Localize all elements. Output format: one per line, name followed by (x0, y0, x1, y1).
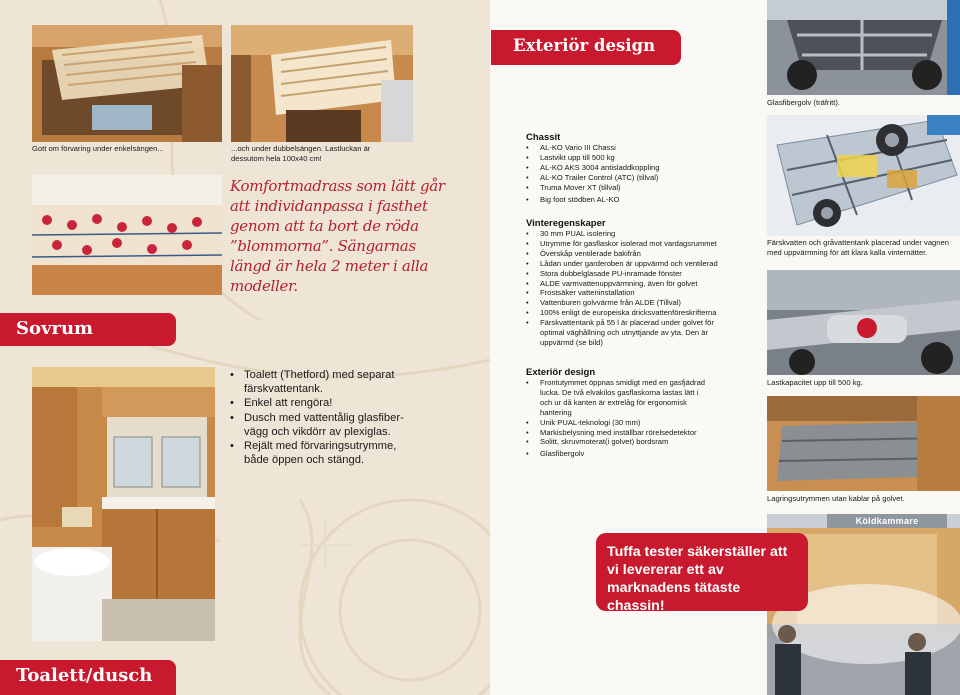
caption-lastkapacitet: Lastkapacitet upp till 500 kg. (767, 378, 863, 387)
chassit-item: • Lastvikt upp till 500 kg (526, 153, 746, 163)
vinter-item: • Lådan under garderoben är uppvärmd och ventilerad (526, 259, 736, 269)
banner-exterior-design (491, 30, 681, 65)
callout-text: Tuffa tester säkerställer att vi levererar ett av marknadens tätaste chassin! (607, 544, 788, 614)
caption-single-bed: Gott om förvaring under enkelsängen... (32, 144, 164, 153)
section-exterior-design (526, 367, 711, 459)
vinter-item: • Utrymme för gasflaskor isolerad mot vardagsrummet (526, 239, 736, 249)
toilet-feature-list (230, 368, 420, 467)
exterior-list (526, 378, 711, 459)
toilet-feature-item: • Toalett (Thetford) med separat färskvattentank. (230, 368, 420, 396)
chassit-item: • AL-KO AKS 3004 antisladdkoppling (526, 163, 746, 173)
caption-lagringsutrymmen: Lagringsutrymmen utan kablar på golvet. (767, 494, 905, 503)
banner-sovrum-label: Sovrum (16, 318, 94, 339)
banner-exterior-label: Exteriör design (513, 36, 656, 55)
vinter-item: • 30 mm PUAL isolering (526, 229, 736, 239)
photo-storage-floor (767, 396, 960, 491)
exterior-item: • Glasfibergolv (526, 449, 711, 459)
photo-bathroom (32, 367, 215, 641)
photo-single-bed-storage (32, 25, 222, 142)
photo-mattress (32, 175, 222, 295)
chassit-list (526, 143, 746, 204)
caption-double-bed: ...och under dubbelsängen. Lastluckan är dessutom hela 100x40 cm! (231, 144, 371, 163)
toilet-feature-item: • Enkel att rengöra! (230, 396, 420, 410)
section-chassit (526, 132, 746, 204)
vinter-item: • Överskåp ventilerade bakifrån (526, 249, 736, 259)
vinter-title: Vinteregenskaper (526, 218, 606, 229)
mattress-quote: Komfortmadrass som lätt går att individanpassa i fasthet genom att ta bort de röda ”blommorna”. Sängarnas längd är hela 2 meter i alla modeller. (230, 177, 445, 295)
vinter-item: • ALDE varmvattenuppvärmning, även för golvet (526, 279, 736, 289)
chassit-item: • AL-KO Trailer Control (ATC) (tillval) (526, 173, 746, 183)
exterior-item: • Unik PUAL-teknologi (30 mm) (526, 418, 711, 428)
banner-toalett-dusch (0, 660, 176, 695)
exterior-item: • Frontutymmet öppnas smidigt med en gasfjädrad lucka. De två elvakilos gasflaskorna lastas lätt i och ur då kanten är extrelåg för ergonomisk hantering (526, 378, 711, 418)
chassit-item: • Big foot stödben AL-KO (526, 195, 746, 205)
exterior-item: • Markisbelysning med inställbar rörelsedetektor (526, 428, 711, 438)
photo-chassis-diagram (767, 115, 960, 236)
exterior-title: Exteriör design (526, 367, 596, 378)
vinter-item: • Vattenburen golvvärme från ALDE (Tillval) (526, 298, 736, 308)
photo-double-bed-storage (231, 25, 413, 142)
caption-farskvatten: Färskvatten och gråvattentank placerad under vagnen med uppvärmning för att klara kalla vinternätter. (767, 238, 949, 257)
exterior-item: • Solitt, skruvmoterat(i golvet) bordsram (526, 437, 711, 447)
vinter-item: • Frostsäker vatteninstallation (526, 288, 736, 298)
vinter-item: • 100% enligt de europeiska dricksvattenföreskrifterna (526, 308, 736, 318)
chassit-item: • Truma Mover XT (tillval) (526, 183, 746, 193)
section-vinteregenskaper (526, 218, 736, 348)
chassit-title: Chassit (526, 132, 561, 143)
photo-towbar (767, 270, 960, 375)
toilet-feature-item: • Rejält med förvaringsutrymme, både öppen och stängd. (230, 439, 420, 467)
vinter-item: • Färskvattentank på 55 l är placerad under golvet för optimal väghållning och utnyttjande av yta. Den är uppvärmd (se bild) (526, 318, 736, 348)
banner-toalett-label: Toalett/dusch (16, 665, 153, 686)
photo-chassis-underside (767, 0, 960, 95)
callout-tuffa-tester (596, 533, 808, 614)
toilet-feature-item: • Dusch med vattentålig glasfibervägg och vikdörr av plexiglas. (230, 411, 420, 439)
chassit-item: • AL-KO Vario III Chassi (526, 143, 746, 153)
sign-koldkammare: Köldkammare (855, 516, 919, 526)
vinter-item: • Stora dubbelglasade PU-inramade fönster (526, 269, 736, 279)
banner-sovrum (0, 313, 176, 346)
caption-glasfibergolv: Glasfibergolv (träfritt). (767, 98, 841, 107)
vinter-list (526, 229, 736, 348)
